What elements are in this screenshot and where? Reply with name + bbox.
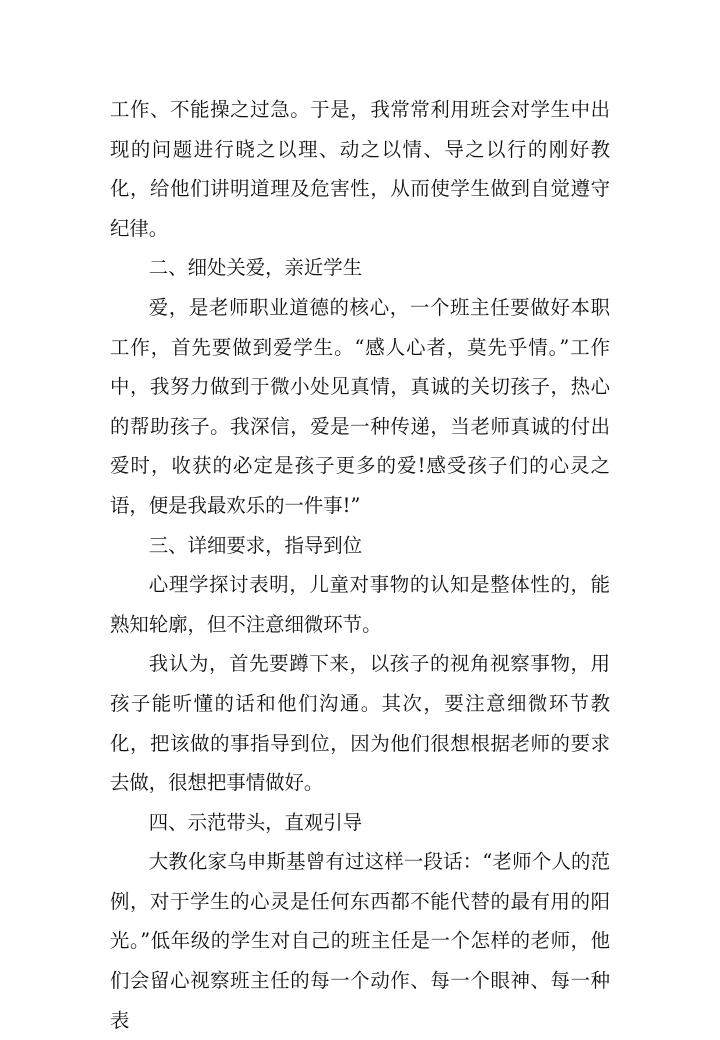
paragraph-example: 大教化家乌申斯基曾有过这样一段话：“老师个人的范例，对于学生的心灵是任何东西都不能代替的最有用的阳光。”低年级的学生对自己的班主任是一个怎样的老师，他们会留心视察班主任的每一个动作、每一个眼神、每一种表 [110,850,610,1032]
paragraph-love: 爱，是老师职业道德的核心，一个班主任要做好本职工作，首先要做到爱学生。“感人心者，莫先乎情。”工作中，我努力做到于微小处见真情，真诚的关切孩子，热心的帮助孩子。我深信，爱是一种传递，当老师真诚的付出爱时，收获的必定是孩子更多的爱!感受孩子们的心灵之语，便是我最欢乐的一件事!” [110,295,610,517]
section-heading-3: 三、详细要求，指导到位 [148,533,363,557]
paragraph-psychology: 心理学探讨表明，儿童对事物的认知是整体性的，能熟知轮廓，但不注意细微环节。 [110,573,610,636]
section-heading-2: 二、细处关爱，亲近学生 [148,256,363,280]
paragraph-perspective: 我认为，首先要蹲下来，以孩子的视角视察事物，用孩子能听懂的话和他们沟通。其次，要注意细微环节教化，把该做的事指导到位，因为他们很想根据老师的要求去做，很想把事情做好。 [110,652,610,795]
paragraph-continuation: 工作、不能操之过急。于是，我常常利用班会对学生中出现的问题进行晓之以理、动之以情、导之以行的刚好教化，给他们讲明道理及危害性，从而使学生做到自觉遵守纪律。 [110,98,610,240]
section-heading-4: 四、示范带头，直观引导 [148,810,363,834]
document-body [110,90,610,1040]
